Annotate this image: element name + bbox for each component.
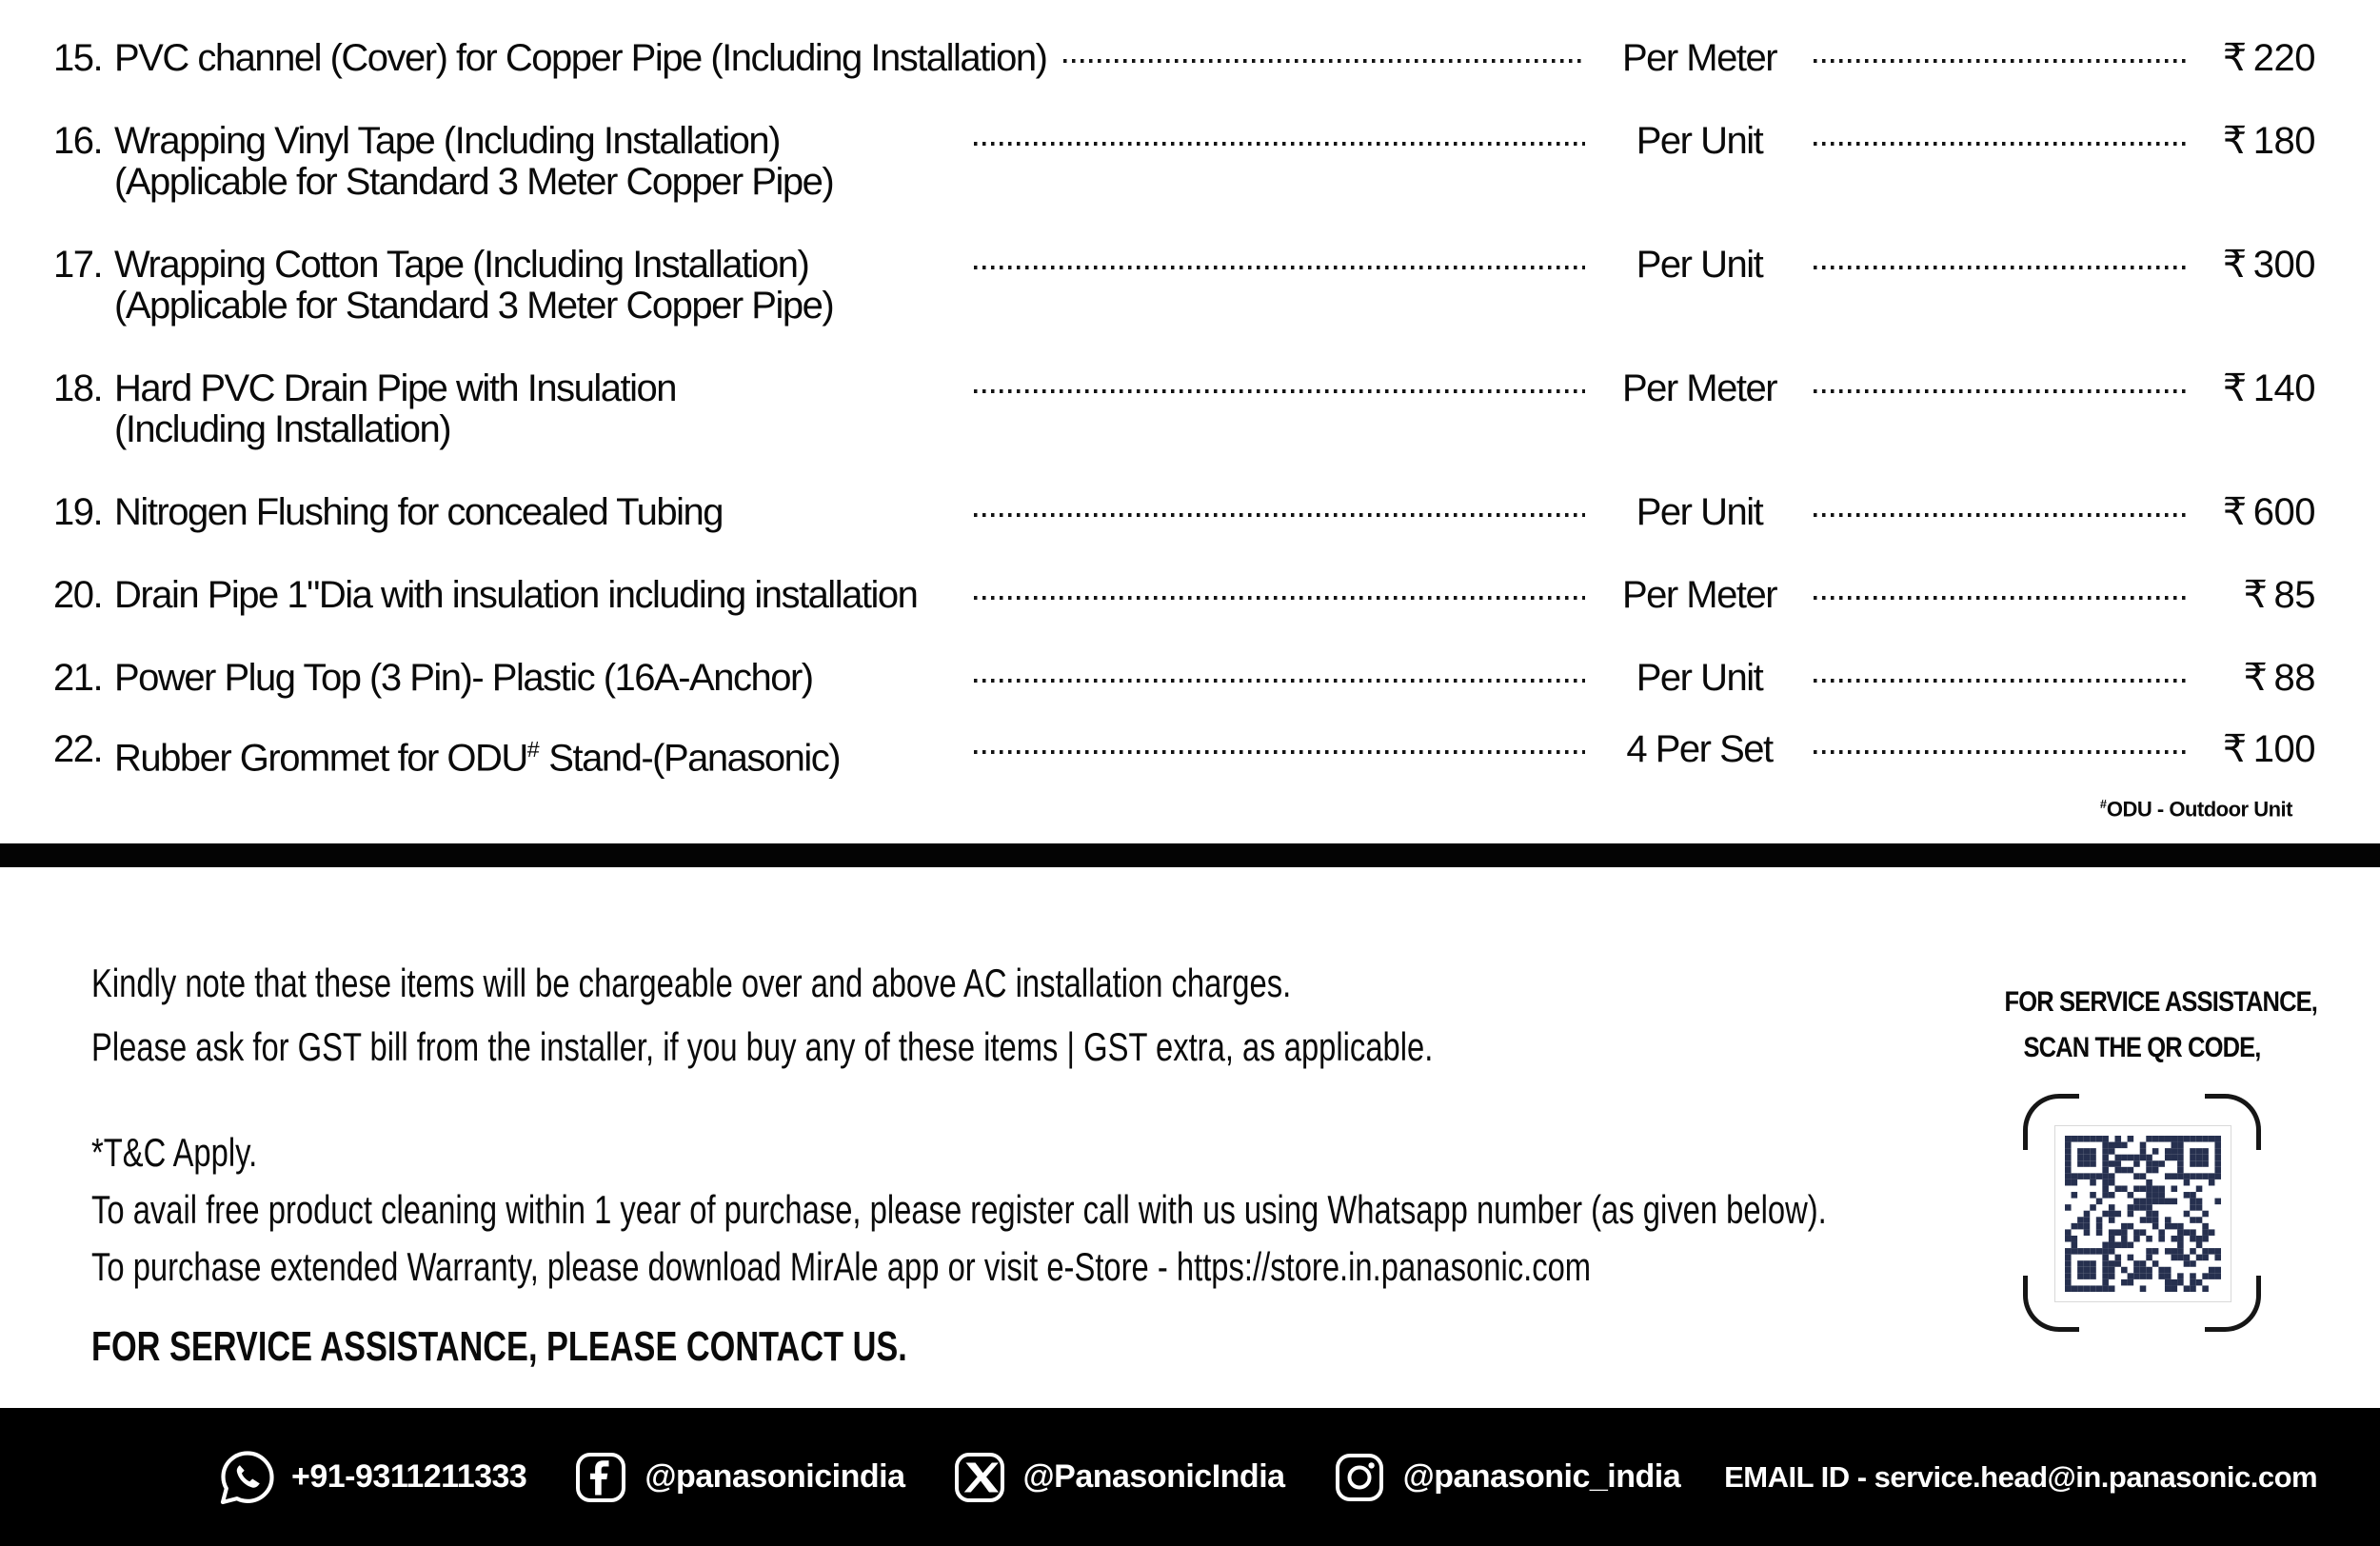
table-row <box>53 368 2315 450</box>
dotted-leader <box>1814 389 2190 393</box>
item-description: PVC channel (Cover) for Copper Pipe (Including Installation) <box>114 37 1047 79</box>
instagram-contact <box>1329 1447 1681 1508</box>
x-handle: @PanasonicIndia <box>1022 1458 1285 1495</box>
tc-apply: *T&C Apply. <box>91 1129 258 1175</box>
black-divider-bar <box>0 843 2380 867</box>
item-unit: Per Unit <box>1636 120 1763 162</box>
item-price <box>2190 245 2315 286</box>
item-price <box>2190 729 2315 770</box>
footer-contact-bar <box>0 1408 2380 1546</box>
dotted-leader <box>1814 513 2190 517</box>
item-description: Hard PVC Drain Pipe with Insulation (Including Installation) <box>114 367 677 450</box>
price-amount: 220 <box>2252 37 2315 79</box>
whatsapp-icon <box>217 1447 278 1508</box>
item-price <box>2190 575 2315 616</box>
table-row <box>53 38 2315 79</box>
rupee-symbol: ₹ <box>2222 728 2247 770</box>
rupee-symbol: ₹ <box>2243 657 2268 699</box>
facebook-contact <box>570 1447 904 1508</box>
table-row <box>53 245 2315 327</box>
item-number: 15. <box>53 37 103 79</box>
whatsapp-number: +91-9311211333 <box>291 1458 527 1495</box>
dotted-leader <box>1063 59 1585 63</box>
dotted-leader <box>1814 142 2190 146</box>
item-unit: Per Unit <box>1636 244 1763 286</box>
dotted-leader <box>1814 59 2190 63</box>
dotted-leader <box>974 596 1585 600</box>
item-number: 16. <box>53 120 103 162</box>
item-number: 20. <box>53 574 103 616</box>
qr-frame <box>2023 1094 2261 1332</box>
item-description: Power Plug Top (3 Pin)- Plastic (16A-Anchor) <box>114 657 813 699</box>
service-assistance-panel <box>1980 980 2318 1332</box>
item-price <box>2190 121 2315 162</box>
item-description: Wrapping Cotton Tape (Including Installation) (Applicable for Standard 3 Meter Copper Pipe) <box>114 244 834 327</box>
note-chargeable: Kindly note that these items will be chargeable over and above AC installation charges. <box>91 960 1292 1005</box>
superscript-hash: # <box>2099 797 2107 812</box>
superscript-hash: # <box>526 737 540 762</box>
dotted-leader <box>974 142 1585 146</box>
price-amount: 600 <box>2252 491 2315 533</box>
item-description: Drain Pipe 1"Dia with insulation including installation <box>114 574 918 616</box>
item-description: Rubber Grommet for ODU# Stand-(Panasonic) <box>114 737 841 780</box>
dotted-leader <box>974 513 1585 517</box>
item-price <box>2190 368 2315 409</box>
table-row <box>53 492 2315 533</box>
item-unit: Per Unit <box>1636 491 1763 533</box>
rupee-symbol: ₹ <box>2222 120 2247 162</box>
dotted-leader <box>1814 596 2190 600</box>
x-icon <box>949 1447 1010 1508</box>
whatsapp-contact <box>217 1447 526 1508</box>
rupee-symbol: ₹ <box>2222 491 2247 533</box>
item-unit: Per Unit <box>1636 657 1763 699</box>
price-amount: 88 <box>2273 657 2315 699</box>
rupee-symbol: ₹ <box>2222 367 2247 409</box>
rupee-symbol: ₹ <box>2243 574 2268 616</box>
qr-heading-line2: SCAN THE QR CODE, <box>2023 1031 2261 1063</box>
qr-heading-line1: FOR SERVICE ASSISTANCE, <box>2004 985 2318 1018</box>
info-section <box>0 867 2380 1422</box>
table-row <box>53 575 2315 616</box>
odu-footnote: #ODU - Outdoor Unit <box>2099 797 2292 822</box>
instagram-icon <box>1329 1447 1390 1508</box>
dotted-leader <box>974 266 1585 269</box>
item-unit: Per Meter <box>1621 574 1777 616</box>
tc-extended-warranty: To purchase extended Warranty, please download MirAle app or visit e-Store - https://store.in.panasonic.com <box>91 1243 1592 1289</box>
dotted-leader <box>1814 266 2190 269</box>
dotted-leader <box>1814 750 2190 754</box>
item-number: 21. <box>53 657 103 699</box>
note-gst: Please ask for GST bill from the installer, if you buy any of these items | GST extra, as applicable. <box>91 1023 1434 1069</box>
item-price <box>2190 492 2315 533</box>
price-amount: 140 <box>2252 367 2315 409</box>
dotted-leader <box>974 750 1585 754</box>
email-id: EMAIL ID - service.head@in.panasonic.com <box>1724 1459 2318 1494</box>
dotted-leader <box>974 679 1585 683</box>
table-row <box>53 658 2315 699</box>
item-number: 18. <box>53 367 103 409</box>
email-contact <box>1724 1460 2317 1495</box>
price-amount: 300 <box>2252 244 2315 286</box>
rupee-symbol: ₹ <box>2222 244 2247 286</box>
tc-free-cleaning: To avail free product cleaning within 1 year of purchase, please register call with us using Whatsapp number (as given below). <box>91 1186 1827 1232</box>
item-description: Wrapping Vinyl Tape (Including Installation) (Applicable for Standard 3 Meter Copper Pipe) <box>114 120 834 203</box>
instagram-handle: @panasonic_india <box>1402 1458 1681 1495</box>
item-description: Nitrogen Flushing for concealed Tubing <box>114 491 723 533</box>
item-number: 17. <box>53 244 103 286</box>
contact-us-heading: FOR SERVICE ASSISTANCE, PLEASE CONTACT US. <box>91 1322 907 1370</box>
item-unit: Per Meter <box>1621 37 1777 79</box>
item-unit: 4 Per Set <box>1626 728 1773 770</box>
dotted-leader <box>1814 679 2190 683</box>
table-row <box>53 121 2315 203</box>
dotted-leader <box>974 389 1585 393</box>
item-price <box>2190 38 2315 79</box>
facebook-handle: @panasonicindia <box>645 1458 905 1495</box>
rupee-symbol: ₹ <box>2222 37 2247 79</box>
facebook-icon <box>570 1447 631 1508</box>
item-unit: Per Meter <box>1621 367 1777 409</box>
qr-code <box>2054 1125 2231 1302</box>
item-number: 22. <box>53 728 103 770</box>
price-amount: 85 <box>2273 574 2315 616</box>
table-row <box>53 729 2315 779</box>
price-amount: 100 <box>2252 728 2315 770</box>
item-price <box>2190 658 2315 699</box>
x-contact <box>949 1447 1285 1508</box>
item-number: 19. <box>53 491 103 533</box>
price-amount: 180 <box>2252 120 2315 162</box>
